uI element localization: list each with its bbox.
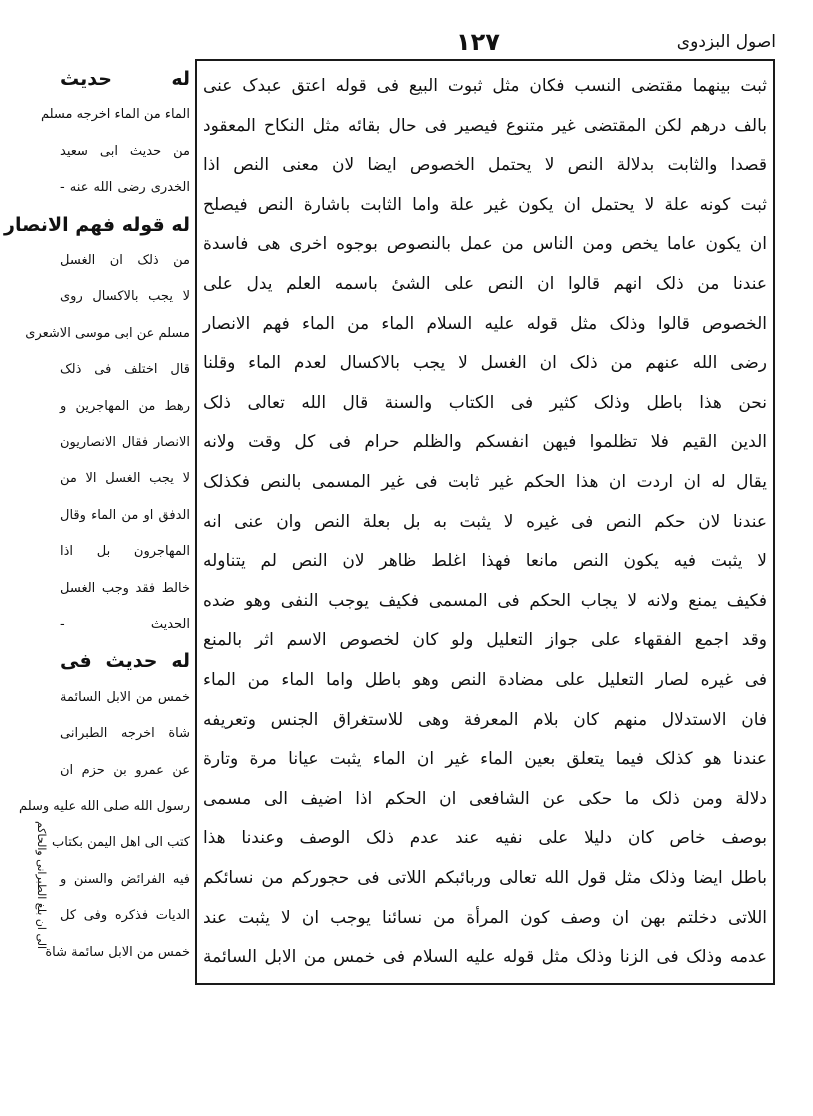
- vertical-margin-note: [14, 790, 50, 980]
- note-line: الخدری رضی الله عنه -: [60, 180, 190, 196]
- text-line: عدمه وذلک فی الزنا وذلک مثل قوله علیه السلام فی خمس من الابل السائمة: [203, 947, 767, 968]
- text-line: عندنا لان حکم النص فی غیره لا یثبت به بل بعلة النص وان عنی انه: [203, 511, 767, 532]
- text-line: الخصوص قالوا وذلک مثل قوله علیه السلام الماء من الماء فهم الانصار: [203, 313, 767, 334]
- text-line: یقال له ان اردت ان هذا الحکم غیر ثابت فی غیر المسمی بالنص فکذلک: [203, 472, 767, 492]
- text-line: اللاتی دخلتم بهن ان وصف کون المرأة من نسائنا یوجب ان لا یثبت عند: [203, 907, 767, 928]
- note-line: کتب الی اهل الیمن بکتاب: [52, 835, 190, 851]
- text-line: فی غیره لصار التعلیل علی مضادة النص وهو باطل واما الماء من الماء: [203, 670, 767, 690]
- text-line: نحن هذا باطل وذلک کثیر فی الکتاب والسنة قال الله تعالی ذلک: [203, 392, 767, 413]
- text-line: بالف درهم لکن المقتضی غیر متنوع فیصیر فی حال بقائه مثل النکاح المعقود: [203, 115, 767, 136]
- note-line: الماء من الماء اخرجه مسلم: [40, 107, 190, 123]
- note-line: لا یجب بالاکسال روی: [60, 289, 190, 305]
- text-line: دلالة ومن ذلک ما حکی عن الشافعی ان الحکم اذا اضیف الی مسمی: [203, 788, 767, 809]
- note-line: رهط من المهاجرین و: [60, 398, 190, 414]
- note-line: لا یجب الغسل الا من: [60, 471, 190, 487]
- note-line: خمس من الابل السائمة: [60, 689, 190, 705]
- vertical-note-text: الی ان بلغ الطبرانی والحاکم: [35, 820, 48, 950]
- page-number: ۱۲۷: [456, 28, 500, 56]
- note-line: من حدیث ابی سعید: [60, 143, 190, 159]
- text-line: بوصف خاص کان دلیلا علی نفیه عند عدم ذلک الوصف وعندنا هذا: [203, 828, 767, 849]
- note-line: خالط فقد وجب الغسل: [60, 580, 190, 596]
- note-line: المهاجرون بل اذا: [60, 544, 190, 560]
- note-line: فیه الفرائض والسنن و: [60, 871, 190, 887]
- main-text-frame: [195, 59, 775, 985]
- note-line: شاة اخرجه الطبرانی: [60, 726, 190, 742]
- note-line: خمس من الابل سائمة شاة: [45, 944, 190, 960]
- text-line: رضی الله عنهم من ذلک ان الغسل لا یجب بالاکسال لعدم الماء وقلنا: [203, 353, 767, 374]
- note-line: مسلم عن ابی موسی الاشعری: [25, 325, 190, 341]
- note-line: من ذلک ان الغسل: [60, 253, 190, 268]
- text-line: باطل ایضا وذلک مثل قول الله تعالی وربائبکم اللاتی فی حجورکم من نسائکم: [203, 868, 767, 888]
- note-line: الانصار فقال الانصاریون: [60, 435, 190, 450]
- text-line: ان یکون عاما یخص ومن الناس من عمل بالنصوص بوجوه اخری هی فاسدة: [203, 234, 767, 255]
- note-line: الحدیث -: [60, 617, 190, 632]
- text-line: فکیف یمنع ولانه لا یجاب الحکم فی المسمی فکیف یوجب النفی وهو ضده: [203, 590, 767, 611]
- text-line: قصدا والثابت بدلالة النص لا یحتمل الخصوص ایضا لان معنی النص اذا: [203, 155, 767, 176]
- text-line: الدین القیم فلا تظلموا فیهن انفسکم والظلم حرام فی کل وقت ولانه: [203, 432, 767, 453]
- note-heading: له قوله فهم الانصار: [4, 213, 190, 236]
- text-line: فان الاستدلال منهم کان بلام المعرفة وهی للاستغراق الجنس وتعریفه: [203, 709, 767, 730]
- text-line: ثبت بینهما مقتضی النسب فکان مثل ثبوت البیع فی قوله اعتق عبدک عنی: [203, 76, 767, 96]
- running-title: اصول البزدوی: [676, 32, 776, 52]
- note-line: رسول الله صلی الله علیه وسلم: [19, 799, 190, 814]
- text-line: ثبت کونه علة لا یحتمل ان یکون غیر علة واما الثابت باشارة النص فیصلح: [203, 194, 767, 215]
- note-line: عن عمرو بن حزم ان: [60, 762, 190, 778]
- note-line: الدفق او من الماء وقال: [60, 507, 190, 523]
- text-line: وقد اجمع الفقهاء علی جواز التعلیل ولو کان لخصوص الاسم اثر بالمنع: [203, 630, 767, 651]
- text-line: عندنا هو کذلک فیما یتعلق بعین الماء غیر ان الماء یثبت عیانا مرة وتارة: [203, 749, 767, 770]
- note-line: الدیات فذکره وفی کل: [60, 908, 190, 924]
- note-line: قال اختلف فی ذلک: [60, 362, 190, 378]
- note-heading: له حدیث: [60, 68, 190, 90]
- text-line: عندنا من ذلک انهم قالوا ان النص علی الشیٔ باسمه العلم یدل علی: [203, 274, 767, 294]
- note-heading: له حدیث فی: [60, 650, 190, 673]
- text-line: لا یثبت فیه یکون النص مانعا فهذا اغلط ظاهر لان النص لم یتناوله: [203, 551, 767, 572]
